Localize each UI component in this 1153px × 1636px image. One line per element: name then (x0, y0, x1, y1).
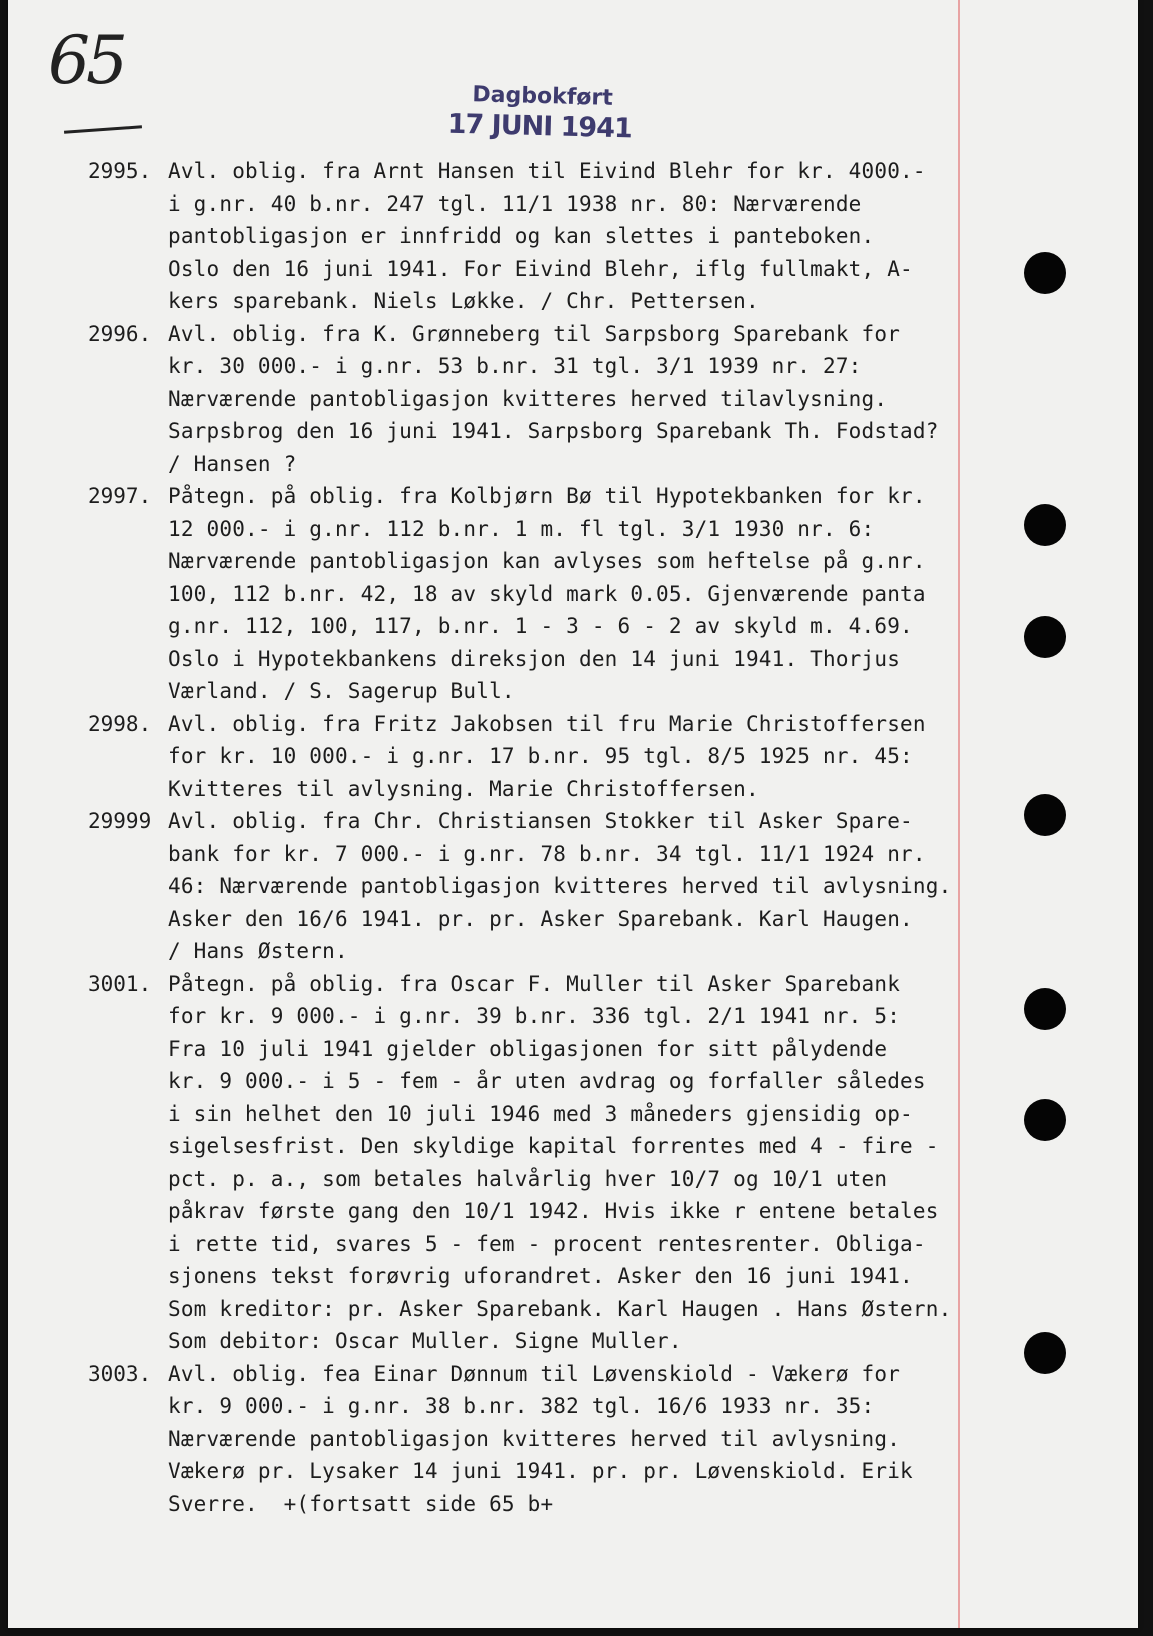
entry-line: 100, 112 b.nr. 42, 18 av skyld mark 0.05. Gjenværende panta (168, 581, 926, 606)
entry-text (168, 155, 968, 318)
ledger-entry (8, 318, 968, 481)
entry-line: g.nr. 112, 100, 117, b.nr. 1 - 3 - 6 - 2 av skyld m. 4.69. (168, 614, 913, 638)
punch-hole (1024, 1332, 1066, 1374)
entry-line: bank for kr. 7 000.- i g.nr. 78 b.nr. 34 tgl. 11/1 1924 nr. (168, 841, 926, 866)
punch-hole (1024, 252, 1066, 294)
entry-line: sjonens tekst forøvrig uforandret. Asker den 16 juni 1941. (168, 1264, 913, 1288)
punch-hole (1024, 616, 1066, 658)
entry-line: Fra 10 juli 1941 gjelder obligasjonen for sitt pålydende (168, 1036, 888, 1061)
entry-line: Asker den 16/6 1941. pr. pr. Asker Sparebank. Karl Haugen. (168, 906, 913, 931)
entry-line: i g.nr. 40 b.nr. 247 tgl. 11/1 1938 nr. 80: Nærværende (168, 191, 862, 216)
punch-hole (1024, 988, 1066, 1030)
ledger-entry (8, 708, 968, 806)
ledger-entry (8, 480, 968, 708)
entry-number: 29999 (88, 809, 152, 833)
entry-line: Som debitor: Oscar Muller. Signe Muller. (168, 1329, 682, 1353)
entry-line: / Hans Østern. (168, 939, 348, 963)
entry-text (168, 708, 968, 806)
entry-line: Værland. / S. Sagerup Bull. (168, 679, 515, 703)
entry-text (168, 1358, 968, 1521)
ledger-entry (8, 805, 968, 968)
punch-hole (1024, 1099, 1066, 1141)
ledger-page (8, 0, 1138, 1628)
entry-number: 2997. (88, 484, 152, 508)
entry-line: Oslo den 16 juni 1941. For Eivind Blehr, iflg fullmakt, A- (168, 256, 913, 281)
entry-number: 3001. (88, 971, 152, 996)
entry-line: påkrav første gang den 10/1 1942. Hvis ikke r entene betales (168, 1199, 939, 1223)
punch-hole (1024, 794, 1066, 836)
entry-line: pantobligasjon er innfridd og kan slettes i panteboken. (168, 224, 875, 248)
page-number-underline (64, 125, 142, 133)
punch-hole (1024, 504, 1066, 546)
entry-number: 2998. (88, 711, 152, 736)
stamp-date: 17 JUNI 1941 (447, 108, 633, 145)
page-number: 65 (48, 22, 124, 99)
entry-text (168, 480, 968, 708)
entry-line: sigelsesfrist. Den skyldige kapital forrentes med 4 - fire - (168, 1134, 939, 1158)
entry-line: Påtegn. på oblig. fra Kolbjørn Bø til Hypotekbanken for kr. (168, 484, 926, 508)
entry-line: Nærværende pantobligasjon kvitteres herved til avlysning. (168, 1426, 901, 1451)
entry-line: Oslo i Hypotekbankens direksjon den 14 juni 1941. Thorjus (168, 646, 901, 671)
entry-line: kr. 30 000.- i g.nr. 53 b.nr. 31 tgl. 3/1 1939 nr. 27: (168, 354, 862, 378)
entry-line: for kr. 10 000.- i g.nr. 17 b.nr. 95 tgl. 8/5 1925 nr. 45: (168, 744, 913, 768)
entry-line: Avl. oblig. fra Arnt Hansen til Eivind Blehr for kr. 4000.- (168, 159, 926, 183)
entry-line: Avl. oblig. fra Fritz Jakobsen til fru Marie Christoffersen (168, 711, 926, 736)
entry-line: i sin helhet den 10 juli 1946 med 3 måneders gjensidig op- (168, 1101, 913, 1126)
entry-number: 2996. (88, 321, 152, 346)
entry-line: kers sparebank. Niels Løkke. / Chr. Pettersen. (168, 289, 759, 313)
entry-line: kr. 9 000.- i g.nr. 38 b.nr. 382 tgl. 16/6 1933 nr. 35: (168, 1394, 875, 1418)
entry-line: for kr. 9 000.- i g.nr. 39 b.nr. 336 tgl. 2/1 1941 nr. 5: (168, 1004, 901, 1028)
entry-line: Nærværende pantobligasjon kan avlyses som heftelse på g.nr. (168, 549, 926, 573)
entry-line: 46: Nærværende pantobligasjon kvitteres herved til avlysning. (168, 874, 952, 898)
entry-line: Sverre. +(fortsatt side 65 b+ (168, 1491, 554, 1516)
entry-line: Som kreditor: pr. Asker Sparebank. Karl Haugen . Hans Østern. (168, 1296, 952, 1321)
entry-text (168, 318, 968, 481)
entry-line: Avl. oblig. fea Einar Dønnum til Løvenskiold - Vækerø for (168, 1361, 901, 1386)
entry-line: Avl. oblig. fra K. Grønneberg til Sarpsborg Sparebank for (168, 321, 901, 346)
entry-line: Sarpsbrog den 16 juni 1941. Sarpsborg Sparebank Th. Fodstad? (168, 419, 939, 443)
entry-text (168, 968, 968, 1358)
date-stamp (447, 82, 633, 145)
entry-list (8, 155, 968, 1520)
entry-line: Vækerø pr. Lysaker 14 juni 1941. pr. pr. Løvenskiold. Erik (168, 1459, 913, 1483)
entry-line: Avl. oblig. fra Chr. Christiansen Stokker til Asker Spare- (168, 809, 913, 833)
entry-line: pct. p. a., som betales halvårlig hver 10/7 og 10/1 uten (168, 1166, 888, 1191)
entry-line: Kvitteres til avlysning. Marie Christoffersen. (168, 776, 759, 801)
ledger-entry (8, 155, 968, 318)
entry-line: Nærværende pantobligasjon kvitteres herved tilavlysning. (168, 386, 888, 411)
ledger-entry (8, 1358, 968, 1521)
entry-number: 2995. (88, 159, 152, 183)
entry-line: i rette tid, svares 5 - fem - procent rentesrenter. Obliga- (168, 1231, 926, 1256)
ledger-entry (8, 968, 968, 1358)
entry-text (168, 805, 968, 968)
entry-line: / Hansen ? (168, 451, 297, 476)
entry-line: 12 000.- i g.nr. 112 b.nr. 1 m. fl tgl. 3/1 1930 nr. 6: (168, 516, 875, 541)
entry-number: 3003. (88, 1361, 152, 1386)
entry-line: kr. 9 000.- i 5 - fem - år uten avdrag og forfaller således (168, 1069, 926, 1093)
stamp-label: Dagbokført (472, 82, 614, 111)
entry-line: Påtegn. på oblig. fra Oscar F. Muller til Asker Sparebank (168, 971, 901, 996)
